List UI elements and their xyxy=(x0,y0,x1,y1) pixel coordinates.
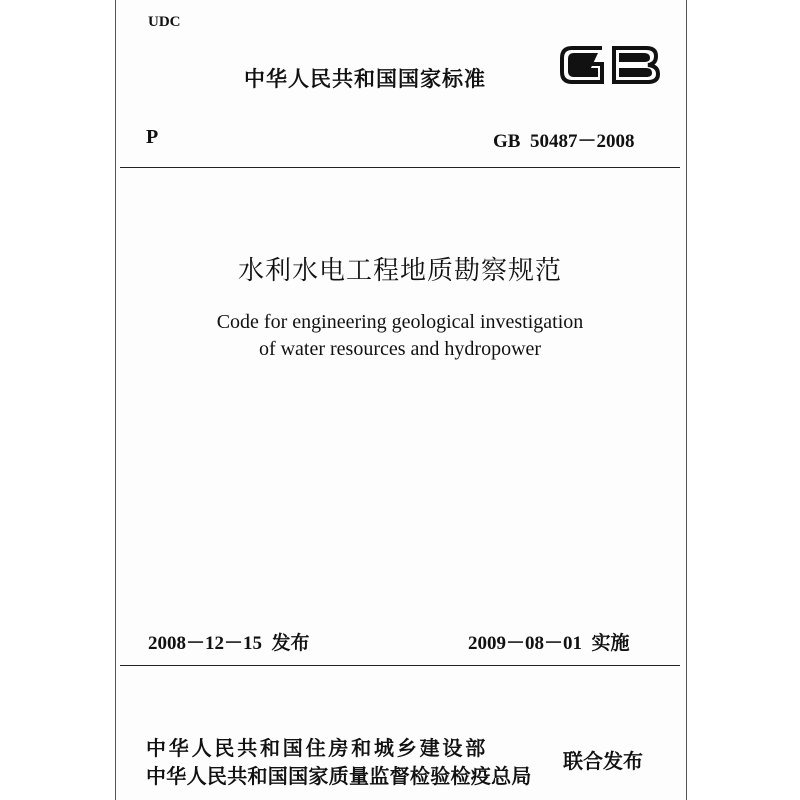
title-english-line2: of water resources and hydropower xyxy=(258,338,542,360)
standard-cover xyxy=(115,0,687,800)
publisher-aqsiq: 中华人民共和国国家质量监督检验检疫总局 xyxy=(146,764,532,788)
top-divider xyxy=(120,167,680,168)
classification-code: P xyxy=(146,126,159,148)
gb-logo xyxy=(558,40,662,90)
title-chinese: 水利水电工程地质勘察规范 xyxy=(237,256,562,286)
joint-publication-label: 联合发布 xyxy=(563,749,643,773)
issue-date: 2008－12－15 发布 xyxy=(148,633,310,654)
title-english-line1: Code for engineering geological investigation xyxy=(216,311,584,333)
udc-label: UDC xyxy=(148,14,181,30)
implementation-date: 2009－08－01 实施 xyxy=(468,633,630,654)
bottom-divider xyxy=(120,665,680,666)
national-standard-heading: 中华人民共和国国家标准 xyxy=(244,67,486,91)
gb-logo-b-fill xyxy=(619,53,652,77)
standard-number: GB 50487－2008 xyxy=(493,131,635,152)
publisher-ministry: 中华人民共和国住房和城乡建设部 xyxy=(146,736,488,760)
